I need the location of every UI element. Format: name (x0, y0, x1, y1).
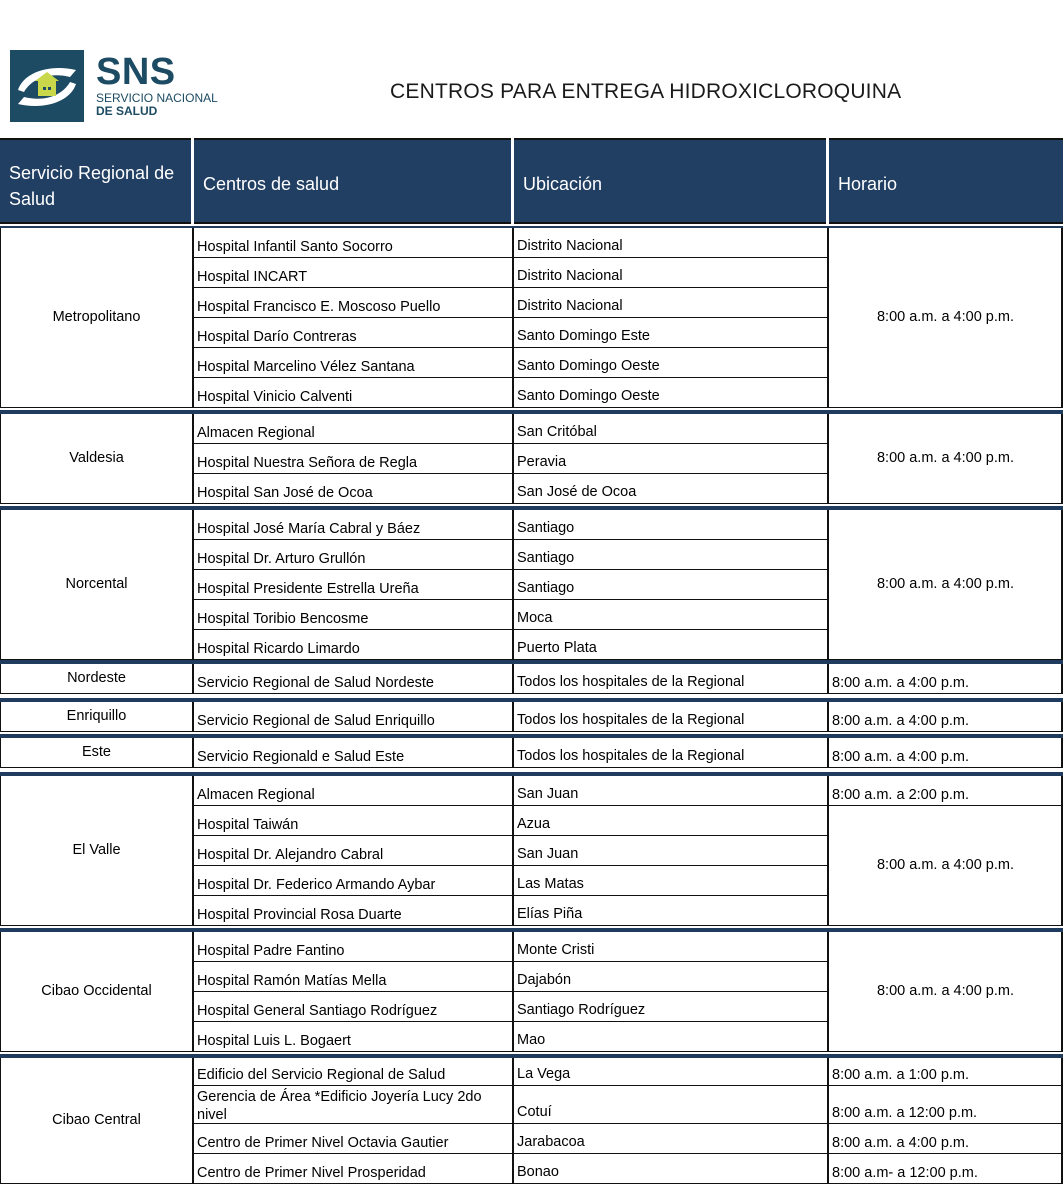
logo-subtitle-line2: DE SALUD (96, 104, 158, 118)
row-hours: 8:00 a.m- a 12:00 p.m. (832, 1165, 978, 1181)
location-name: San Juan (517, 786, 579, 802)
group-separator (0, 506, 1063, 510)
row-border (829, 1183, 1063, 1184)
group-separator (0, 1054, 1063, 1058)
location-name: Peravia (517, 454, 567, 470)
location-name: Mao (517, 1032, 546, 1048)
center-name: Hospital Nuestra Señora de Regla (197, 455, 418, 471)
header-hours-cell (829, 138, 1063, 224)
center-name: Centro de Primer Nivel Prosperidad (197, 1165, 426, 1181)
center-name: Servicio Regional de Salud Nordeste (197, 675, 434, 691)
group-separator (0, 734, 1063, 738)
table-border (512, 664, 514, 694)
row-hours: 8:00 a.m. a 12:00 p.m. (832, 1105, 978, 1121)
center-name: Hospital Dr. Federico Armando Aybar (197, 877, 436, 893)
row-border (194, 1085, 829, 1086)
center-name: Hospital Dr. Alejandro Cabral (197, 847, 384, 863)
row-border (194, 991, 829, 992)
location-name: Monte Cristi (517, 942, 595, 958)
row-border (829, 1153, 1063, 1154)
group-separator (0, 698, 1063, 702)
location-name: Las Matas (517, 876, 584, 892)
logo-wordmark: SNS (96, 51, 176, 93)
row-border (194, 539, 829, 540)
center-name: Hospital Luis L. Bogaert (197, 1033, 351, 1049)
location-name: San Critóbal (517, 424, 597, 440)
header-hours: Horario (838, 174, 898, 194)
row-border (829, 805, 1063, 806)
table-border (0, 407, 1063, 408)
table-border (512, 738, 514, 768)
center-name: Hospital Padre Fantino (197, 943, 345, 959)
location-name: Todos los hospitales de la Regional (517, 674, 745, 690)
table-border (0, 1051, 1063, 1052)
center-name: Edificio del Servicio Regional de Salud (197, 1067, 446, 1083)
location-name: San José de Ocoa (517, 484, 637, 500)
header-location-cell (514, 138, 826, 224)
group-hours: 8:00 a.m. a 4:00 p.m. (876, 857, 1015, 873)
location-name: Distrito Nacional (517, 268, 623, 284)
location-name: Dajabón (517, 972, 572, 988)
table-border (827, 738, 829, 768)
row-hours: 8:00 a.m. a 4:00 p.m. (832, 1135, 970, 1151)
row-hours: 8:00 a.m. a 4:00 p.m. (832, 675, 970, 691)
center-name: Hospital Ramón Matías Mella (197, 973, 387, 989)
region-name: Nordeste (67, 670, 126, 686)
location-name: Santo Domingo Este (517, 328, 650, 344)
group-separator (0, 410, 1063, 414)
table-header (0, 138, 1063, 226)
row-border (194, 865, 829, 866)
header-centers: Centros de salud (203, 174, 340, 194)
location-name: Cotuí (517, 1104, 552, 1120)
row-border (194, 599, 829, 600)
page-title: CENTROS PARA ENTREGA HIDROXICLOROQUINA (390, 80, 902, 103)
center-name: Hospital Francisco E. Moscoso Puello (197, 299, 441, 315)
region-name: Enriquillo (66, 708, 127, 724)
location-name: Jarabacoa (517, 1134, 585, 1150)
group-separator (0, 660, 1063, 664)
row-border (829, 693, 1063, 694)
table-border (512, 776, 514, 926)
region-name: El Valle (72, 842, 121, 858)
table-border (512, 228, 514, 408)
center-name: Hospital Marcelino Vélez Santana (197, 359, 415, 375)
location-name: Elías Piña (517, 906, 583, 922)
row-border (194, 287, 829, 288)
row-border (194, 629, 829, 630)
center-name: Hospital Vinicio Calventi (197, 389, 353, 405)
location-name: Puerto Plata (517, 640, 597, 656)
row-border (194, 805, 829, 806)
table-border (827, 664, 829, 694)
table-border (512, 932, 514, 1052)
header-region: Servicio Regional de Salud (9, 163, 175, 209)
location-name: Santiago (517, 520, 575, 536)
table-border (512, 510, 514, 660)
center-name: Hospital Infantil Santo Socorro (197, 239, 393, 255)
center-name: Almacen Regional (197, 787, 315, 803)
location-name: Santiago Rodríguez (517, 1002, 646, 1018)
header-region-cell (0, 138, 191, 224)
location-name: Distrito Nacional (517, 298, 623, 314)
table-border (512, 414, 514, 504)
group-hours: 8:00 a.m. a 4:00 p.m. (876, 576, 1015, 592)
row-border (829, 731, 1063, 732)
location-name: Santiago (517, 580, 575, 596)
center-name: Hospital Presidente Estrella Ureña (197, 581, 419, 597)
row-border (194, 895, 829, 896)
center-name: Hospital Ricardo Limardo (197, 641, 360, 657)
row-border (194, 1123, 829, 1124)
location-name: Moca (517, 610, 553, 626)
location-name: Bonao (517, 1164, 559, 1180)
location-name: Santo Domingo Oeste (517, 388, 660, 404)
center-name: Hospital Taiwán (197, 817, 299, 833)
center-name: Almacen Regional (197, 425, 315, 441)
row-border (194, 1153, 829, 1154)
center-name: Hospital San José de Ocoa (197, 485, 373, 501)
row-border (829, 767, 1063, 768)
row-border (194, 961, 829, 962)
location-name: Azua (517, 816, 551, 832)
table-border (512, 1058, 514, 1184)
row-hours: 8:00 a.m. a 4:00 p.m. (832, 713, 970, 729)
row-border (194, 443, 829, 444)
header-centers-cell (194, 138, 511, 224)
table-border (827, 1058, 829, 1184)
region-name: Este (81, 744, 111, 760)
center-name: Hospital INCART (197, 269, 308, 285)
group-separator (0, 226, 1063, 228)
header-location: Ubicación (523, 174, 603, 194)
row-border (194, 377, 829, 378)
table-border (512, 702, 514, 732)
table-border (0, 925, 1063, 926)
row-border (194, 835, 829, 836)
center-name: Centro de Primer Nivel Octavia Gautier (197, 1135, 449, 1151)
group-separator (0, 928, 1063, 932)
table-border (827, 776, 829, 926)
row-border (194, 317, 829, 318)
region-name: Norcental (65, 576, 128, 592)
center-name: Gerencia de Área *Edificio Joyería Lucy 2do nivel (197, 1089, 482, 1123)
location-name: Todos los hospitales de la Regional (517, 748, 745, 764)
location-name: Distrito Nacional (517, 238, 623, 254)
center-name: Hospital Dr. Arturo Grullón (197, 551, 366, 567)
table-border (0, 503, 1063, 504)
row-border (194, 257, 829, 258)
location-name: La Vega (517, 1066, 571, 1082)
row-border (829, 1085, 1063, 1086)
row-border (829, 1123, 1063, 1124)
row-border (194, 1021, 829, 1022)
center-name: Servicio Regionald e Salud Este (197, 749, 405, 765)
row-border (194, 569, 829, 570)
group-separator (0, 772, 1063, 776)
group-hours: 8:00 a.m. a 4:00 p.m. (876, 309, 1015, 325)
center-name: Hospital Toribio Bencosme (197, 611, 369, 627)
row-border (194, 347, 829, 348)
region-name: Cibao Central (52, 1112, 141, 1128)
location-name: Santo Domingo Oeste (517, 358, 660, 374)
center-name: Hospital General Santiago Rodríguez (197, 1003, 438, 1019)
row-hours: 8:00 a.m. a 2:00 p.m. (832, 787, 970, 803)
centers-table (0, 226, 1063, 1200)
hands-house-icon (10, 50, 84, 122)
region-name: Cibao Occidental (41, 983, 152, 999)
location-name: Todos los hospitales de la Regional (517, 712, 745, 728)
row-hours: 8:00 a.m. a 1:00 p.m. (832, 1067, 970, 1083)
location-name: Santiago (517, 550, 575, 566)
group-hours: 8:00 a.m. a 4:00 p.m. (876, 450, 1015, 466)
logo-subtitle-line1: SERVICIO NACIONAL (96, 91, 218, 105)
table-border (827, 702, 829, 732)
sns-logo (10, 50, 220, 122)
row-hours: 8:00 a.m. a 4:00 p.m. (832, 749, 970, 765)
center-name: Hospital Darío Contreras (197, 329, 357, 345)
row-border (194, 473, 829, 474)
region-name: Valdesia (69, 450, 124, 466)
center-name: Hospital José María Cabral y Báez (197, 521, 421, 537)
group-hours: 8:00 a.m. a 4:00 p.m. (876, 983, 1015, 999)
region-name: Metropolitano (52, 309, 141, 325)
center-name: Servicio Regional de Salud Enriquillo (197, 713, 435, 729)
center-name: Hospital Provincial Rosa Duarte (197, 907, 402, 923)
location-name: San Juan (517, 846, 579, 862)
